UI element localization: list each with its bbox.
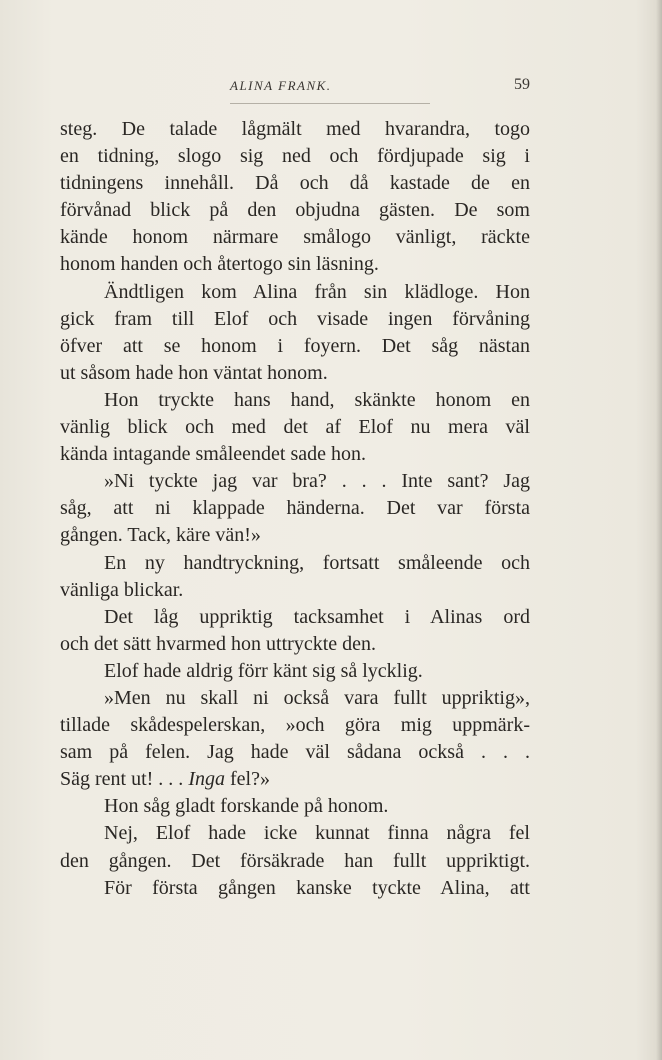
text-line: Hon såg gladt forskande på honom. (104, 795, 389, 818)
text-line: »Ni tyckte jag var bra? . . . Inte sant? Jag (104, 470, 530, 493)
text-line: Hon tryckte hans hand, skänkte honom en (104, 388, 530, 411)
text-line: vänliga blickar. (60, 578, 184, 601)
text-line: tillade skådespelerskan, »och göra mig uppmärk- (60, 714, 530, 737)
text-line: och det sätt hvarmed hon uttryckte den. (60, 632, 377, 655)
page-edge-shadow (656, 0, 662, 1060)
text-fragment: Säg rent ut! . . . (60, 768, 184, 791)
text-line: gick fram till Elof och visade ingen förvåning (60, 307, 530, 330)
running-title: ALINA FRANK. (230, 78, 332, 93)
text-line-mixed (60, 766, 530, 793)
text-line: vänlig blick och med det af Elof nu mera väl (60, 416, 530, 439)
body-text (60, 116, 530, 902)
text-line: »Men nu skall ni också vara fullt uppriktig», (104, 686, 530, 709)
text-line: tidningens innehåll. Då och då kastade de en (60, 172, 530, 195)
text-line: sam på felen. Jag hade väl sådana också . . . (60, 741, 530, 764)
text-line: den gången. Det försäkrade han fullt uppriktigt. (60, 849, 530, 872)
text-line: steg. De talade lågmält med hvarandra, togo (60, 118, 530, 140)
page-number: 59 (514, 76, 530, 93)
text-line: förvånad blick på den objudna gästen. De som (60, 199, 530, 222)
text-line: En ny handtryckning, fortsatt småleende och (104, 551, 530, 574)
text-line: kände honom närmare smålogo vänligt, räckte (60, 226, 530, 249)
text-line: kända intagande småleendet sade hon. (60, 443, 366, 466)
text-line: För första gången kanske tyckte Alina, att (104, 876, 530, 899)
italic-word: Inga (188, 768, 225, 791)
text-fragment: fel?» (229, 768, 270, 791)
text-line: öfver att se honom i foyern. Det såg nästan (60, 334, 530, 357)
text-line: Det låg uppriktig tacksamhet i Alinas ord (104, 605, 530, 628)
text-line: en tidning, slogo sig ned och fördjupade sig i (60, 145, 530, 168)
text-line: Elof hade aldrig förr känt sig så lycklig. (104, 659, 423, 682)
header-rule (230, 103, 430, 104)
page-header (60, 78, 530, 102)
text-line: Nej, Elof hade icke kunnat finna några fel (104, 822, 530, 845)
text-line: såg, att ni klappade händerna. Det var första (60, 497, 530, 520)
text-line: honom handen och återtogo sin läsning. (60, 253, 379, 276)
text-line: gången. Tack, käre vän!» (60, 524, 261, 547)
text-line: ut såsom hade hon väntat honom. (60, 361, 328, 384)
text-line: Ändtligen kom Alina från sin klädloge. Hon (104, 280, 530, 303)
